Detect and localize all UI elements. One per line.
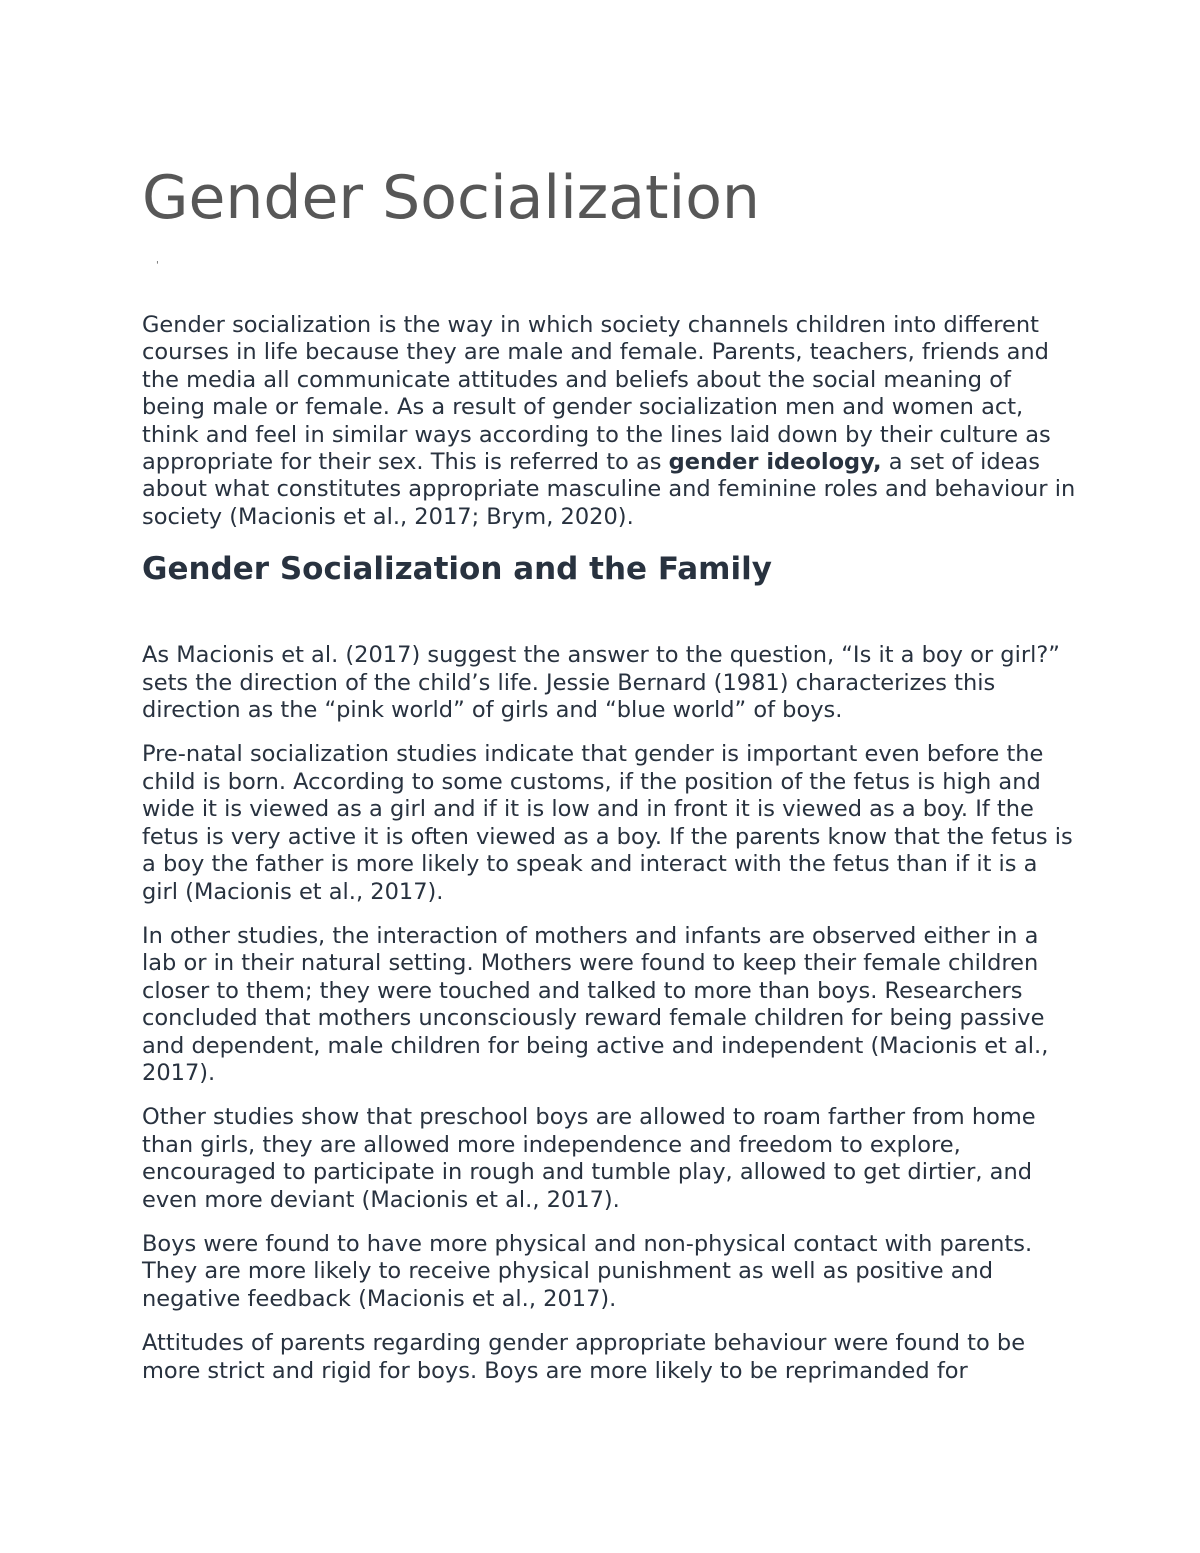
intro-text-part2: a set of ideas about what constitutes appropriate masculine and feminine roles and behaviour in society (Macionis et al., 2017; Brym, 2020). <box>142 449 1076 530</box>
body-paragraph-4: Other studies show that preschool boys are allowed to roam farther from home than girls, they are allowed more independence and freedom to explore, encouraged to participate in rough and tumble play, allowed to get dirtier, and even more deviant (Macionis et al., 2017). <box>142 1104 1036 1213</box>
body-paragraph-1: As Macionis et al. (2017) suggest the answer to the question, “Is it a boy or girl?” sets the direction of the child’s life. Jessie Bernard (1981) characterizes this direction as the “pink world” of girls and “blue world” of boys. <box>142 642 1060 724</box>
section-heading: Gender Socialization and the Family <box>142 551 772 588</box>
document-body <box>142 158 1077 1402</box>
body-paragraph-3: In other studies, the interaction of mothers and infants are observed either in a lab or in their natural setting. Mothers were found to keep their female children closer to them; they were touched and talked to more than boys. Researchers concluded that mothers unconsciously reward female children for being passive and dependent, male children for being active and independent (Macionis et al., 2017). <box>142 922 1049 1086</box>
intro-paragraph <box>142 312 1077 531</box>
body-paragraph-2: Pre-natal socialization studies indicate that gender is important even before the child is born. According to some customs, if the position of the fetus is high and wide it is viewed as a girl and if it is low and in front it is viewed as a boy. If the fetus is very active it is often viewed as a boy. If the parents know that the fetus is a boy the father is more likely to speak and interact with the fetus than if it is a girl (Macionis et al., 2017). <box>142 741 1073 905</box>
intro-text-part1: Gender socialization is the way in which society channels children into different courses in life because they are male and female. Parents, teachers, friends and the media all communicate attitudes and beliefs about the social meaning of being male or female. As a result of gender socialization men and women act, think and feel in similar ways according to the lines laid down by their culture as appropriate for their sex. This is referred to as <box>142 312 1051 476</box>
body-paragraph-6: Attitudes of parents regarding gender appropriate behaviour were found to be more strict and rigid for boys. Boys are more likely to be reprimanded for <box>142 1330 1026 1384</box>
gender-ideology-term: gender ideology, <box>668 449 882 476</box>
stray-mark: ' <box>156 260 159 271</box>
body-paragraph-5: Boys were found to have more physical and non-physical contact with parents. They are more likely to receive physical punishment as well as positive and negative feedback (Macionis et al., 2017). <box>142 1230 1033 1312</box>
document-title: Gender Socialization <box>142 163 760 233</box>
